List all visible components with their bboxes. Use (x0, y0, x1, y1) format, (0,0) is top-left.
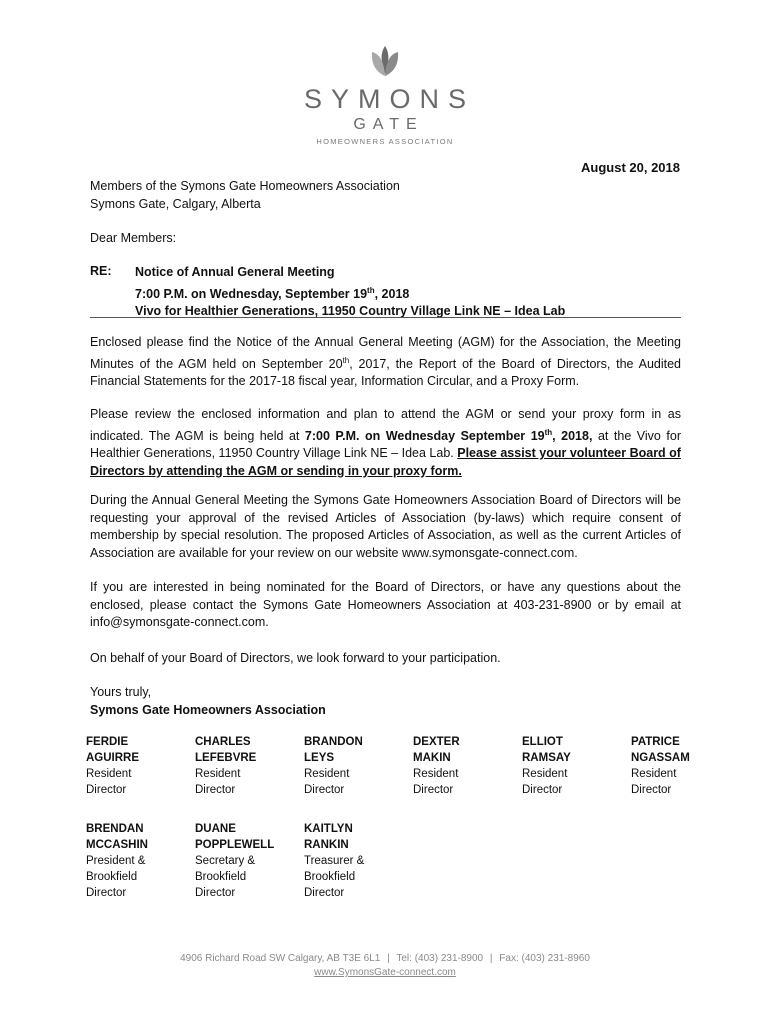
paragraph-nomination: If you are interested in being nominated for the Board of Directors, or have any questions about the enclosed, please contact the Symons Gate Homeowners Association at 403-231-8900 or by email at info@symonsgate-connect.com. (90, 580, 681, 629)
closing: Yours truly, (90, 685, 152, 699)
director-card: DUANE POPPLEWELL Secretary & Brookfield Director (195, 823, 275, 899)
director-card: CHARLES LEFEBVRE Resident Director (195, 736, 257, 796)
call-to-action: Please assist your volunteer Board of Directors by attending the AGM or sending in your proxy form. (90, 446, 681, 478)
logo-subtitle: GATE (353, 116, 424, 133)
symons-gate-logo (0, 44, 770, 146)
letter-footer: 4906 Richard Road SW Calgary, AB T3E 6L1 | Tel: (403) 231-8900 | Fax: (403) 231-8960 www.SymonsGate-connect.com (0, 952, 770, 980)
re-label: RE: (90, 264, 112, 278)
logo-association: HOMEOWNERS ASSOCIATION (316, 137, 454, 146)
director-card: BRENDAN MCCASHIN President & Brookfield Director (86, 823, 148, 899)
leaf-emblem-icon (368, 44, 402, 80)
paragraph-review: Please review the enclosed information and plan to attend the AGM or send your proxy form in as indicated. The AGM is being held at 7:00 P.M. on Wednesday September 19th, 2018, at the Vivo for Healthier Generations, 11950 Country Village Link NE – Idea Lab. Please assist your volunteer Board of Directors by attending the AGM or sending in your proxy form. (90, 407, 681, 478)
signature: Symons Gate Homeowners Association (90, 703, 326, 717)
footer-fax: Fax: (403) 231-8960 (499, 953, 590, 964)
letter-date: August 20, 2018 (581, 160, 680, 175)
paragraph-articles: During the Annual General Meeting the Symons Gate Homeowners Association Board of Directors will be requesting your approval of the revised Articles of Association (by-laws) which require consent of membership by special resolution. The proposed Articles of Association, as well as the current Articles of Association are available for your review on our website www.symonsgate-connect.com. (90, 493, 681, 560)
recipient-line-1: Members of the Symons Gate Homeowners Association (90, 179, 400, 193)
director-card: ELLIOT RAMSAY Resident Director (522, 736, 571, 796)
footer-address: 4906 Richard Road SW Calgary, AB T3E 6L1 (180, 953, 381, 964)
director-card: PATRICE NGASSAM Resident Director (631, 736, 690, 796)
logo-name: SYMONS (303, 84, 476, 114)
footer-website-link[interactable]: www.SymonsGate-connect.com (314, 967, 456, 978)
salutation: Dear Members: (90, 231, 177, 245)
director-card: DEXTER MAKIN Resident Director (413, 736, 460, 796)
re-line-3: Vivo for Healthier Generations, 11950 Country Village Link NE – Idea Lab (135, 304, 566, 319)
re-line-1: Notice of Annual General Meeting (135, 265, 335, 279)
re-line-2: 7:00 P.M. on Wednesday, September 19th, 2018 (135, 285, 410, 301)
paragraph-closing: On behalf of your Board of Directors, we look forward to your participation. (90, 651, 501, 665)
footer-tel: Tel: (403) 231-8900 (396, 953, 484, 964)
director-card: BRANDON LEYS Resident Director (304, 736, 363, 796)
director-card: FERDIE AGUIRRE Resident Director (86, 736, 140, 796)
recipient-line-2: Symons Gate, Calgary, Alberta (90, 197, 261, 211)
director-card: KAITLYN RANKIN Treasurer & Brookfield Director (304, 823, 365, 899)
paragraph-enclosed: Enclosed please find the Notice of the Annual General Meeting (AGM) for the Association, the Meeting Minutes of the AGM held on September 20th, 2017, the Report of the Board of Directors, the Audited Financial Statements for the 2017-18 fiscal year, Information Circular, and a Proxy Form. (90, 335, 682, 389)
re-divider (90, 317, 681, 318)
